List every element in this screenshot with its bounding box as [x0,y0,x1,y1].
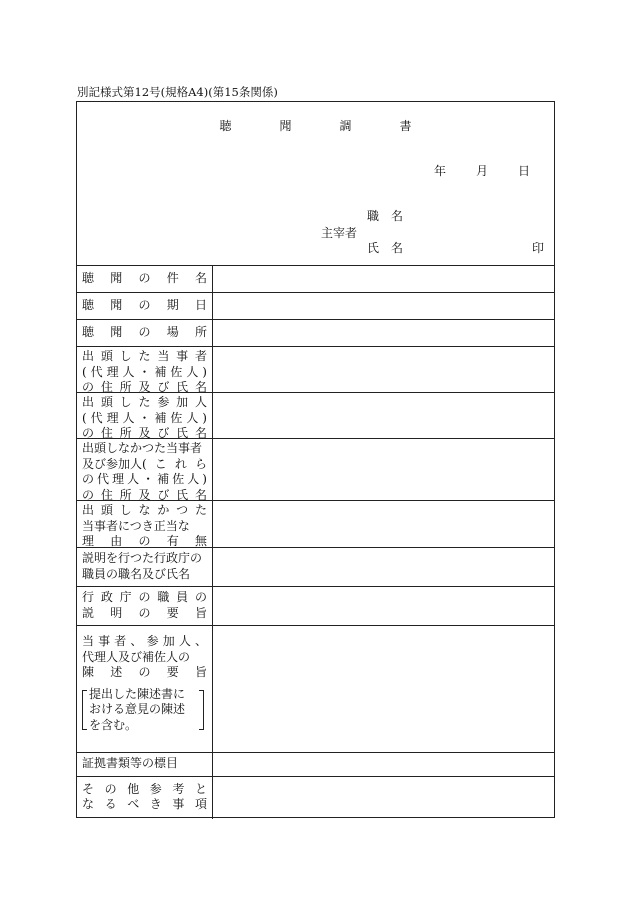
bracket-line: おける意見の陳述 [89,702,186,716]
row-label [77,501,213,547]
row-label [77,587,213,625]
label-line [82,634,207,650]
label-text: 事 [172,797,185,811]
row-value-cell[interactable] [213,626,554,752]
row-label [77,320,213,346]
label-text: 補 [157,472,170,486]
label-text: 及 [138,426,151,440]
label-text: ) [202,364,207,379]
date-line [404,162,530,179]
label-text: ) [202,410,207,425]
label-line [82,457,207,473]
label-text: つ [176,503,189,517]
label-line [82,756,207,772]
row-value-cell[interactable] [213,753,554,776]
label-line [82,797,207,813]
form-row [77,753,554,777]
title-char: 調 [339,119,352,133]
label-text: の [138,605,151,620]
label-text: ら [194,456,207,471]
label-text: 件 [166,270,179,285]
label-text: 有 [166,534,179,548]
label-text: の [138,270,151,285]
label-text: 加 [176,395,189,409]
label-text: 出 [82,395,95,409]
row-label [77,347,213,392]
row-label [77,777,213,819]
label-text: ・ [138,364,151,379]
label-text: の [138,665,151,679]
label-text: 所 [194,324,207,339]
row-value-cell[interactable] [213,548,554,586]
label-text: 佐 [170,364,183,379]
label-text: 者 [194,349,207,363]
label-text: 氏 [176,487,189,502]
form-header [77,102,554,266]
label-text: な [138,503,151,517]
label-text: ・ [138,410,151,425]
label-text: 人 [178,634,191,648]
row-label [77,626,213,752]
label-text: 由 [110,534,123,548]
row-label [77,293,213,319]
row-value-cell[interactable] [213,439,554,500]
label-text: 理 [112,472,125,486]
position-label: 職 名 [367,209,404,223]
label-text: こ [154,456,167,471]
seal-mark: 印 [531,241,544,255]
label-text: 日 [194,297,207,312]
title-char: 書 [399,119,412,133]
label-text: し [119,349,132,363]
label-text: 員 [176,590,189,604]
label-line [82,519,207,535]
label-text: 住 [100,380,113,394]
label-text: ( [82,364,87,379]
label-text: 述 [110,665,123,679]
month-label: 月 [475,164,488,178]
label-line [82,665,207,681]
label-text: 参 [149,781,162,796]
label-text: の [82,426,95,440]
label-text: 理 [106,364,119,379]
label-line [82,551,207,567]
title-char: 聞 [279,119,292,133]
label-text: 期 [166,297,179,312]
label-text: 所 [119,426,132,440]
label-text: 当事者につき正当な [82,518,190,533]
form-row [77,393,554,439]
label-text: 代 [90,364,103,379]
label-line [82,325,207,341]
label-text: 職員の職名及び氏名 [82,566,191,581]
label-text: 及 [138,380,151,394]
label-text: 人 [187,472,200,486]
label-text: 補 [154,410,167,425]
row-value-cell[interactable] [213,347,554,392]
form-caption: 別記様式第12号(規格A4)(第15条関係) [77,85,278,99]
label-line [82,395,207,411]
label-text: 加 [162,634,175,648]
label-text: そ [82,781,95,796]
label-text: 名 [194,380,207,394]
label-text: 所 [119,380,132,394]
label-text: の [138,534,151,548]
bracket-right [199,690,204,731]
label-text: 当 [157,349,170,363]
label-text: び [157,426,170,440]
label-text: 名 [194,487,207,502]
label-text: 代 [90,410,103,425]
label-text: 聞 [110,297,123,312]
form-row [77,777,554,819]
label-text: た [138,395,151,409]
label-text: 人 [122,364,135,379]
label-text: 聴 [82,297,95,312]
label-text: 参 [157,395,170,409]
year-label: 年 [433,164,446,178]
label-line [82,298,207,314]
label-text: た [194,503,207,517]
label-text: 及 [138,487,151,502]
day-label: 日 [517,164,530,178]
label-text: 名 [194,270,207,285]
label-text: 職 [157,590,170,604]
label-line [82,271,207,287]
label-text: 明 [110,605,123,620]
label-text: の [138,590,151,604]
row-value-cell[interactable] [213,393,554,438]
label-text: 出 [82,503,95,517]
form-rows [77,266,554,819]
form-row [77,626,554,753]
row-label [77,393,213,438]
label-text: 、 [130,634,143,648]
label-line [82,411,207,427]
label-text: 要 [166,665,179,679]
label-text: 政 [100,590,113,604]
form-row [77,548,554,587]
label-text: 住 [100,487,113,502]
label-text: の [104,781,117,796]
label-text: の [194,590,207,604]
label-text: の [138,324,151,339]
label-text: る [104,797,117,811]
label-text: 事 [98,634,111,648]
label-text: の [138,297,151,312]
label-line [82,782,207,798]
label-text: 陳 [82,665,95,679]
label-text: 佐 [172,472,185,486]
bracket-left [82,690,87,731]
bracket-text [82,687,202,734]
label-text: 及び参加人( [82,456,147,471]
form-row [77,320,554,347]
label-text: 人 [186,364,199,379]
label-text: 無 [194,534,207,548]
label-text: 氏 [176,426,189,440]
label-text: ・ [142,472,155,486]
label-text: 頭 [100,395,113,409]
form-row [77,266,554,293]
row-value-cell[interactable] [213,293,554,319]
label-text: の [82,487,95,502]
label-text: た [138,349,151,363]
label-text: 説明を行つた行政庁の [82,551,203,565]
row-value-cell[interactable] [213,587,554,625]
label-text: 人 [186,410,199,425]
label-text: 証拠書類等の標目 [82,756,179,771]
label-text: な [82,797,95,811]
bracket-note [82,687,202,734]
row-value-cell[interactable] [213,777,554,819]
label-text: の [82,380,95,394]
label-text: し [119,395,132,409]
label-text: し [119,503,132,517]
label-text: 参 [146,634,159,648]
label-text: 人 [194,395,207,409]
label-text: 要 [166,605,179,620]
label-line [82,503,207,519]
label-text: 名 [194,426,207,440]
label-text: 人 [122,410,135,425]
label-text: 行 [82,590,95,604]
label-line [82,472,207,488]
label-line [82,606,207,622]
label-text: 説 [82,605,95,620]
row-value-cell[interactable] [213,320,554,346]
label-text: 人 [127,472,140,486]
name-label: 氏 名 [367,241,404,255]
form-row [77,587,554,626]
label-text: 旨 [194,605,207,620]
row-label [77,548,213,586]
label-text: 氏 [176,380,189,394]
label-line [82,441,207,457]
label-line [82,365,207,381]
label-text: ( [82,410,87,425]
label-text: 旨 [194,665,207,679]
label-line [82,650,207,666]
label-line [82,590,207,606]
label-text: 聴 [82,270,95,285]
presiding-officer-label: 主宰者 [321,226,358,240]
label-text: 代 [97,472,110,486]
row-label [77,439,213,500]
form-row [77,501,554,548]
label-text: 聞 [110,324,123,339]
label-text: べ [127,797,140,811]
label-text: 所 [119,487,132,502]
label-text: 場 [166,324,179,339]
label-text: び [157,487,170,502]
label-text: 庁 [119,590,132,604]
label-text: 理 [106,410,119,425]
label-text: び [157,380,170,394]
form-title [77,117,554,134]
label-text: 代理人及び補佐人の [82,649,191,664]
label-text: 他 [127,781,140,796]
label-text: 出 [82,349,95,363]
label-line [82,349,207,365]
label-text: き [149,797,162,811]
label-text: 佐 [170,410,183,425]
row-label [77,753,213,776]
label-text: 理 [82,534,95,548]
label-text: 頭 [100,503,113,517]
title-char: 聴 [219,119,232,133]
form-row [77,439,554,501]
form-row [77,293,554,320]
label-text: 者 [114,634,127,648]
label-line [82,567,207,583]
label-text: と [194,781,207,796]
hearing-record-form [76,101,555,818]
label-text: 当 [82,634,95,648]
label-text: 頭 [100,349,113,363]
label-text: れ [174,456,187,471]
bracket-line: 提出した陳述書に [89,686,186,701]
row-label [77,266,213,292]
label-text: 出頭しなかつた当事者 [82,441,203,455]
bracket-line: を含む。 [89,717,138,732]
label-text: 考 [172,781,185,796]
form-row [77,347,554,393]
label-text: 補 [154,364,167,379]
row-value-cell[interactable] [213,266,554,292]
label-text: 事 [176,349,189,363]
row-value-cell[interactable] [213,501,554,547]
label-text: の [82,472,95,486]
label-text: 、 [194,634,207,648]
label-text: 項 [194,797,207,811]
label-text: ) [202,472,207,486]
label-text: か [157,503,170,517]
label-text: 聴 [82,324,95,339]
label-text: 住 [100,426,113,440]
label-text: 聞 [110,270,123,285]
